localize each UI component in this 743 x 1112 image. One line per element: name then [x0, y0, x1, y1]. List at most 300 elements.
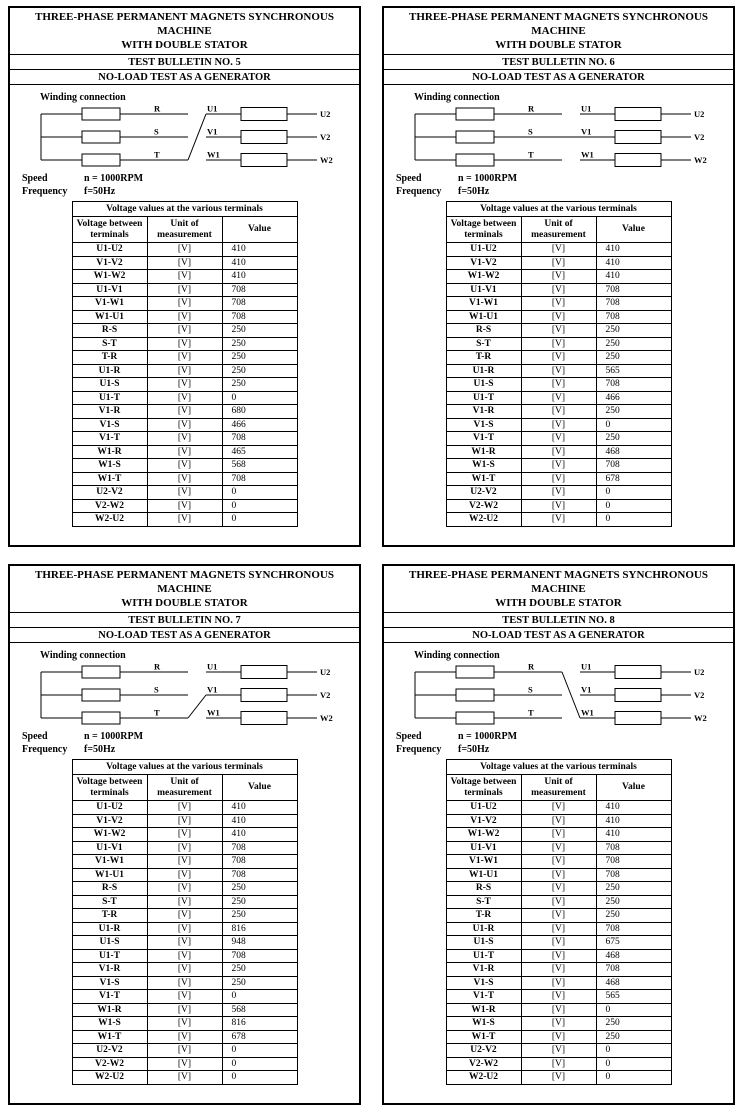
- speed-row: [396, 730, 733, 743]
- connection-wire: [188, 114, 206, 160]
- value-cell: 708: [222, 310, 297, 324]
- unit-cell: [V]: [147, 949, 222, 963]
- table-row: [446, 990, 671, 1004]
- unit-cell: [V]: [147, 486, 222, 500]
- unit-cell: [V]: [147, 936, 222, 950]
- unit-cell: [V]: [147, 895, 222, 909]
- table-row: [72, 1030, 297, 1044]
- value-cell: 0: [596, 513, 671, 527]
- value-cell: 708: [222, 841, 297, 855]
- terminal-pair-cell: W1-S: [446, 459, 521, 473]
- speed-frequency-block: [396, 172, 733, 198]
- speed-row: [396, 172, 733, 185]
- table-row: [72, 922, 297, 936]
- left-terminal-label: U1: [207, 663, 218, 672]
- unit-cell: [V]: [521, 432, 596, 446]
- terminal-pair-cell: U1-U2: [446, 801, 521, 815]
- value-cell: 250: [596, 895, 671, 909]
- value-cell: 410: [222, 814, 297, 828]
- speed-label: Speed: [22, 731, 48, 743]
- frequency-value: f=50Hz: [84, 744, 116, 756]
- speed-value: n = 1000RPM: [84, 731, 144, 743]
- speed-label: Speed: [396, 731, 422, 743]
- unit-cell: [V]: [521, 378, 596, 392]
- terminal-pair-cell: V1-S: [72, 976, 147, 990]
- speed-frequency-block: [396, 730, 733, 756]
- value-cell: 0: [596, 1044, 671, 1058]
- terminal-pair-cell: W1-S: [446, 1017, 521, 1031]
- terminal-pair-cell: W1-U1: [72, 310, 147, 324]
- voltage-table: [446, 201, 672, 527]
- value-cell: 250: [596, 337, 671, 351]
- frequency-label: Frequency: [22, 186, 68, 198]
- terminal-pair-cell: U1-U2: [72, 801, 147, 815]
- table-row: [72, 513, 297, 527]
- value-cell: 708: [596, 310, 671, 324]
- table-row: [72, 909, 297, 923]
- table-row: [446, 405, 671, 419]
- connection-wire: [188, 695, 206, 718]
- terminal-pair-cell: R-S: [72, 882, 147, 896]
- value-cell: 708: [596, 297, 671, 311]
- right-terminal-label: U2: [694, 667, 705, 678]
- unit-cell: [V]: [521, 283, 596, 297]
- left-terminal-label: W1: [581, 149, 594, 160]
- terminal-pair-cell: V1-T: [72, 432, 147, 446]
- terminal-pair-cell: T-R: [72, 909, 147, 923]
- value-cell: 410: [222, 270, 297, 284]
- terminal-pair-cell: V1-V2: [72, 256, 147, 270]
- table-row: [446, 855, 671, 869]
- unit-cell: [V]: [147, 1044, 222, 1058]
- terminal-pair-cell: V1-S: [446, 976, 521, 990]
- machine-title: [10, 566, 359, 613]
- table-row: [72, 814, 297, 828]
- terminal-pair-cell: U1-R: [446, 922, 521, 936]
- value-cell: 250: [596, 882, 671, 896]
- value-cell: 0: [596, 486, 671, 500]
- terminal-pair-cell: W1-T: [446, 1030, 521, 1044]
- winding-diagram: [410, 105, 712, 171]
- terminal-pair-cell: R-S: [72, 324, 147, 338]
- value-cell: 708: [222, 868, 297, 882]
- table-row: [446, 976, 671, 990]
- value-cell: 410: [222, 801, 297, 815]
- col-header-value: Value: [222, 775, 297, 801]
- table-row: [72, 418, 297, 432]
- value-cell: 708: [222, 297, 297, 311]
- right-terminal-label: W2: [694, 155, 707, 166]
- unit-cell: [V]: [521, 391, 596, 405]
- table-row: [446, 868, 671, 882]
- table-row: [446, 324, 671, 338]
- table-row: [72, 801, 297, 815]
- terminal-pair-cell: V1-T: [446, 432, 521, 446]
- machine-title-line2: WITH DOUBLE STATOR: [121, 38, 248, 51]
- phase-box: [82, 108, 120, 120]
- unit-cell: [V]: [147, 909, 222, 923]
- value-cell: 0: [596, 1071, 671, 1085]
- table-row: [446, 486, 671, 500]
- terminal-pair-cell: V2-W2: [446, 1057, 521, 1071]
- voltage-table: [72, 759, 298, 1085]
- bulletin-number: TEST BULLETIN NO. 8: [384, 613, 733, 628]
- terminal-pair-cell: V2-W2: [72, 499, 147, 513]
- machine-title-line1: THREE-PHASE PERMANENT MAGNETS SYNCHRONOUS MACHINE: [409, 11, 708, 37]
- unit-cell: [V]: [521, 801, 596, 815]
- table-row: [446, 445, 671, 459]
- unit-cell: [V]: [147, 1003, 222, 1017]
- right-terminal-label: W2: [694, 713, 707, 724]
- table-row: [72, 976, 297, 990]
- terminal-pair-cell: W1-T: [72, 472, 147, 486]
- terminal-pair-cell: V1-V2: [446, 814, 521, 828]
- unit-cell: [V]: [147, 963, 222, 977]
- unit-cell: [V]: [521, 1030, 596, 1044]
- phase-label: R: [154, 105, 161, 114]
- value-cell: 816: [222, 1017, 297, 1031]
- right-terminal-label: V2: [320, 132, 331, 143]
- table-row: [72, 936, 297, 950]
- unit-cell: [V]: [521, 270, 596, 284]
- table-row: [446, 283, 671, 297]
- value-cell: 948: [222, 936, 297, 950]
- value-cell: 410: [596, 243, 671, 257]
- table-row: [72, 1044, 297, 1058]
- unit-cell: [V]: [147, 445, 222, 459]
- table-row: [72, 364, 297, 378]
- col-header-unit: Unit of measurement: [521, 775, 596, 801]
- value-cell: 250: [222, 364, 297, 378]
- value-cell: 410: [596, 270, 671, 284]
- table-row: [446, 882, 671, 896]
- value-cell: 708: [222, 283, 297, 297]
- unit-cell: [V]: [147, 976, 222, 990]
- speed-frequency-block: [22, 172, 359, 198]
- terminal-pair-cell: U2-V2: [446, 486, 521, 500]
- unit-cell: [V]: [521, 1057, 596, 1071]
- unit-cell: [V]: [521, 895, 596, 909]
- unit-cell: [V]: [147, 1057, 222, 1071]
- table-row: [72, 1017, 297, 1031]
- unit-cell: [V]: [147, 324, 222, 338]
- table-row: [446, 337, 671, 351]
- winding-box: [241, 154, 287, 167]
- value-cell: 410: [222, 256, 297, 270]
- table-row: [446, 814, 671, 828]
- table-row: [446, 828, 671, 842]
- terminal-pair-cell: W2-U2: [72, 1071, 147, 1085]
- speed-label: Speed: [396, 173, 422, 185]
- winding-diagram: [36, 663, 338, 729]
- terminal-pair-cell: U1-V1: [72, 283, 147, 297]
- terminal-pair-cell: W1-R: [72, 1003, 147, 1017]
- terminal-pair-cell: U1-T: [72, 391, 147, 405]
- terminal-pair-cell: U2-V2: [72, 486, 147, 500]
- speed-value: n = 1000RPM: [458, 173, 518, 185]
- terminal-pair-cell: W2-U2: [446, 513, 521, 527]
- unit-cell: [V]: [521, 976, 596, 990]
- col-header-terminals: Voltage between terminals: [72, 775, 147, 801]
- machine-title: [384, 566, 733, 613]
- unit-cell: [V]: [521, 828, 596, 842]
- phase-box: [456, 666, 494, 678]
- value-cell: 0: [222, 391, 297, 405]
- right-terminal-label: V2: [694, 690, 705, 701]
- terminal-pair-cell: R-S: [446, 882, 521, 896]
- phase-box: [82, 666, 120, 678]
- table-row: [72, 1003, 297, 1017]
- value-cell: 410: [596, 801, 671, 815]
- terminal-pair-cell: V1-V2: [72, 814, 147, 828]
- value-cell: 250: [596, 1030, 671, 1044]
- unit-cell: [V]: [147, 337, 222, 351]
- value-cell: 568: [222, 1003, 297, 1017]
- unit-cell: [V]: [147, 472, 222, 486]
- bulletin-number: TEST BULLETIN NO. 5: [10, 55, 359, 70]
- terminal-pair-cell: U1-S: [72, 378, 147, 392]
- value-cell: 410: [596, 828, 671, 842]
- bulletin-number: TEST BULLETIN NO. 7: [10, 613, 359, 628]
- table-row: [72, 351, 297, 365]
- unit-cell: [V]: [147, 801, 222, 815]
- value-cell: 468: [596, 976, 671, 990]
- terminal-pair-cell: V1-T: [446, 990, 521, 1004]
- table-row: [446, 922, 671, 936]
- unit-cell: [V]: [521, 1017, 596, 1031]
- table-title: Voltage values at the various terminals: [72, 202, 297, 217]
- unit-cell: [V]: [147, 283, 222, 297]
- phase-label: R: [528, 663, 535, 672]
- terminal-pair-cell: W1-T: [72, 1030, 147, 1044]
- left-terminal-label: V1: [207, 684, 218, 695]
- unit-cell: [V]: [521, 855, 596, 869]
- table-row: [72, 297, 297, 311]
- winding-box: [615, 712, 661, 725]
- unit-cell: [V]: [147, 459, 222, 473]
- winding-diagram: [410, 663, 712, 729]
- terminal-pair-cell: V2-W2: [72, 1057, 147, 1071]
- terminal-pair-cell: U2-V2: [72, 1044, 147, 1058]
- phase-label: S: [528, 684, 533, 695]
- col-header-value: Value: [596, 217, 671, 243]
- table-row: [72, 868, 297, 882]
- terminal-pair-cell: U1-S: [446, 936, 521, 950]
- winding-box: [615, 666, 661, 679]
- terminal-pair-cell: T-R: [72, 351, 147, 365]
- terminal-pair-cell: V1-R: [446, 405, 521, 419]
- table-row: [72, 486, 297, 500]
- value-cell: 250: [222, 324, 297, 338]
- terminal-pair-cell: W1-T: [446, 472, 521, 486]
- unit-cell: [V]: [147, 1071, 222, 1085]
- table-row: [72, 256, 297, 270]
- winding-connection-label: Winding connection: [414, 92, 500, 104]
- terminal-pair-cell: U1-V1: [446, 841, 521, 855]
- table-row: [446, 432, 671, 446]
- value-cell: 250: [222, 976, 297, 990]
- value-cell: 0: [222, 499, 297, 513]
- unit-cell: [V]: [521, 418, 596, 432]
- value-cell: 0: [596, 1057, 671, 1071]
- frequency-value: f=50Hz: [84, 186, 116, 198]
- value-cell: 708: [222, 855, 297, 869]
- speed-value: n = 1000RPM: [458, 731, 518, 743]
- table-row: [72, 283, 297, 297]
- table-row: [446, 270, 671, 284]
- terminal-pair-cell: W1-W2: [72, 828, 147, 842]
- value-cell: 250: [596, 432, 671, 446]
- voltage-table: [72, 201, 298, 527]
- value-cell: 250: [596, 405, 671, 419]
- table-row: [72, 459, 297, 473]
- unit-cell: [V]: [521, 513, 596, 527]
- winding-box: [615, 131, 661, 144]
- frequency-label: Frequency: [396, 186, 442, 198]
- value-cell: 708: [222, 432, 297, 446]
- test-subtitle: NO-LOAD TEST AS A GENERATOR: [384, 70, 733, 85]
- phase-label: S: [154, 684, 159, 695]
- value-cell: 466: [596, 391, 671, 405]
- phase-label: S: [528, 126, 533, 137]
- unit-cell: [V]: [521, 841, 596, 855]
- value-cell: 0: [222, 1071, 297, 1085]
- winding-connection-label: Winding connection: [40, 92, 126, 104]
- unit-cell: [V]: [521, 405, 596, 419]
- test-subtitle: NO-LOAD TEST AS A GENERATOR: [384, 628, 733, 643]
- unit-cell: [V]: [521, 337, 596, 351]
- unit-cell: [V]: [147, 432, 222, 446]
- value-cell: 708: [596, 459, 671, 473]
- left-terminal-label: U1: [581, 105, 592, 114]
- phase-box: [456, 154, 494, 166]
- unit-cell: [V]: [521, 882, 596, 896]
- unit-cell: [V]: [147, 256, 222, 270]
- table-row: [72, 472, 297, 486]
- col-header-value: Value: [596, 775, 671, 801]
- machine-title-line1: THREE-PHASE PERMANENT MAGNETS SYNCHRONOUS MACHINE: [35, 569, 334, 595]
- terminal-pair-cell: U1-T: [446, 949, 521, 963]
- unit-cell: [V]: [521, 310, 596, 324]
- table-title: Voltage values at the various terminals: [72, 760, 297, 775]
- unit-cell: [V]: [521, 472, 596, 486]
- left-terminal-label: V1: [207, 126, 218, 137]
- phase-label: R: [154, 663, 161, 672]
- frequency-row: [22, 743, 359, 756]
- phase-label: T: [528, 707, 534, 718]
- terminal-pair-cell: V1-W1: [72, 297, 147, 311]
- unit-cell: [V]: [147, 297, 222, 311]
- table-row: [446, 472, 671, 486]
- value-cell: 0: [222, 1057, 297, 1071]
- table-row: [72, 324, 297, 338]
- winding-connection-label: Winding connection: [414, 650, 500, 662]
- winding-box: [615, 154, 661, 167]
- unit-cell: [V]: [147, 841, 222, 855]
- phase-label: R: [528, 105, 535, 114]
- phase-box: [82, 689, 120, 701]
- table-row: [72, 337, 297, 351]
- table-row: [72, 895, 297, 909]
- unit-cell: [V]: [147, 882, 222, 896]
- value-cell: 708: [222, 949, 297, 963]
- value-cell: 568: [222, 459, 297, 473]
- value-cell: 0: [596, 418, 671, 432]
- value-cell: 250: [222, 337, 297, 351]
- table-row: [72, 882, 297, 896]
- unit-cell: [V]: [521, 459, 596, 473]
- winding-box: [241, 108, 287, 121]
- terminal-pair-cell: S-T: [446, 337, 521, 351]
- unit-cell: [V]: [521, 324, 596, 338]
- terminal-pair-cell: U1-V1: [446, 283, 521, 297]
- left-terminal-label: U1: [207, 105, 218, 114]
- right-terminal-label: U2: [320, 109, 331, 120]
- unit-cell: [V]: [147, 418, 222, 432]
- unit-cell: [V]: [521, 243, 596, 257]
- value-cell: 565: [596, 990, 671, 1004]
- table-row: [72, 949, 297, 963]
- value-cell: 708: [596, 841, 671, 855]
- table-row: [446, 1003, 671, 1017]
- phase-box: [456, 689, 494, 701]
- speed-row: [22, 730, 359, 743]
- frequency-label: Frequency: [396, 744, 442, 756]
- winding-diagram: [36, 105, 338, 171]
- bulletin-number: TEST BULLETIN NO. 6: [384, 55, 733, 70]
- value-cell: 410: [222, 243, 297, 257]
- frequency-row: [396, 185, 733, 198]
- table-row: [72, 378, 297, 392]
- unit-cell: [V]: [147, 828, 222, 842]
- connection-wire: [562, 672, 580, 718]
- table-row: [446, 351, 671, 365]
- terminal-pair-cell: U1-R: [72, 364, 147, 378]
- col-header-terminals: Voltage between terminals: [446, 217, 521, 243]
- unit-cell: [V]: [147, 270, 222, 284]
- voltage-table: [446, 759, 672, 1085]
- unit-cell: [V]: [521, 868, 596, 882]
- winding-connection-label: Winding connection: [40, 650, 126, 662]
- value-cell: 708: [596, 855, 671, 869]
- terminal-pair-cell: V1-W1: [446, 297, 521, 311]
- unit-cell: [V]: [147, 364, 222, 378]
- unit-cell: [V]: [521, 364, 596, 378]
- unit-cell: [V]: [521, 499, 596, 513]
- table-row: [446, 949, 671, 963]
- machine-title: [10, 8, 359, 55]
- value-cell: 250: [222, 351, 297, 365]
- col-header-value: Value: [222, 217, 297, 243]
- value-cell: 468: [596, 949, 671, 963]
- table-row: [446, 895, 671, 909]
- table-row: [72, 432, 297, 446]
- test-bulletin-panel-8: [382, 564, 735, 1105]
- unit-cell: [V]: [147, 243, 222, 257]
- winding-box: [615, 689, 661, 702]
- machine-title-line2: WITH DOUBLE STATOR: [495, 38, 622, 51]
- table-row: [72, 1057, 297, 1071]
- unit-cell: [V]: [147, 1017, 222, 1031]
- table-row: [446, 963, 671, 977]
- test-bulletin-panel-5: [8, 6, 361, 547]
- terminal-pair-cell: U2-V2: [446, 1044, 521, 1058]
- terminal-pair-cell: W1-W2: [446, 270, 521, 284]
- terminal-pair-cell: W1-S: [72, 459, 147, 473]
- test-bulletin-panel-6: [382, 6, 735, 547]
- unit-cell: [V]: [147, 378, 222, 392]
- col-header-unit: Unit of measurement: [147, 775, 222, 801]
